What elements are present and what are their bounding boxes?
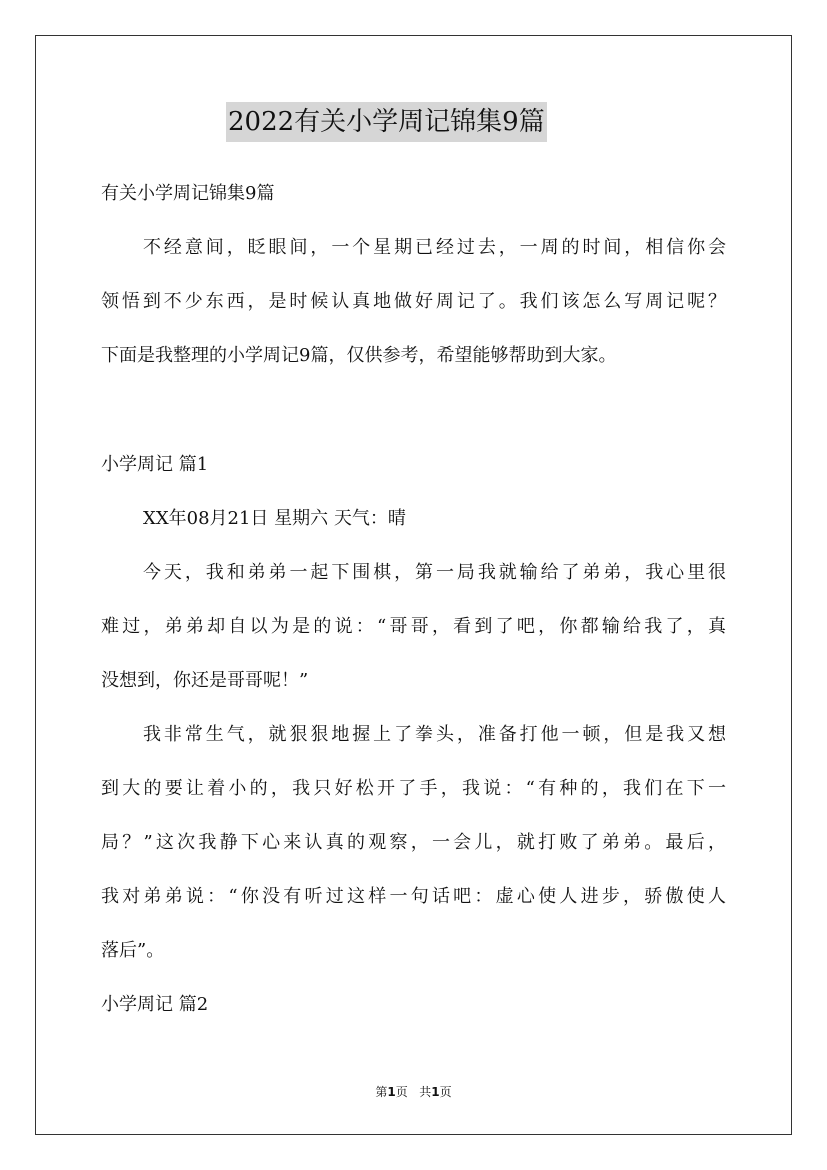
document-subtitle: 有关小学周记锦集9篇 — [101, 183, 275, 204]
footer-total-prefix: 共 — [419, 1085, 432, 1099]
document-title: 2022有关小学周记锦集9篇 — [226, 102, 547, 142]
footer-page-number: 1 — [387, 1085, 396, 1099]
section-heading: 小学周记 篇2 — [101, 994, 209, 1015]
paragraph-line: 我对弟弟说：“你没有听过这样一句话吧：虚心使人进步，骄傲使人 — [101, 886, 726, 907]
section-heading: 小学周记 篇1 — [101, 454, 209, 475]
footer-total-suffix: 页 — [439, 1085, 452, 1099]
paragraph-line: 今天，我和弟弟一起下围棋，第一局我就输给了弟弟，我心里很 — [143, 562, 726, 583]
intro-line: 领悟到不少东西，是时候认真地做好周记了。我们该怎么写周记呢？ — [101, 291, 726, 312]
paragraph-line: 到大的要让着小的，我只好松开了手，我说：“有种的，我们在下一 — [101, 778, 726, 799]
footer-total-number: 1 — [431, 1085, 440, 1099]
diary-date-line: XX年08月21日 星期六 天气：晴 — [143, 508, 406, 529]
footer-page-prefix: 第 — [375, 1085, 388, 1099]
paragraph-line: 没想到，你还是哥哥呢！” — [101, 670, 309, 691]
paragraph-line: 难过，弟弟却自以为是的说：“哥哥，看到了吧，你都输给我了，真 — [101, 616, 726, 637]
paragraph-line: 局？”这次我静下心来认真的观察，一会儿，就打败了弟弟。最后， — [101, 832, 726, 853]
page-footer — [0, 1084, 827, 1100]
intro-line: 不经意间，眨眼间，一个星期已经过去，一周的时间，相信你会 — [143, 237, 726, 258]
footer-page-suffix: 页 — [395, 1085, 408, 1099]
paragraph-line: 落后”。 — [101, 940, 165, 961]
intro-line: 下面是我整理的小学周记9篇，仅供参考，希望能够帮助到大家。 — [101, 345, 617, 366]
paragraph-line: 我非常生气，就狠狠地握上了拳头，准备打他一顿，但是我又想 — [143, 724, 726, 745]
